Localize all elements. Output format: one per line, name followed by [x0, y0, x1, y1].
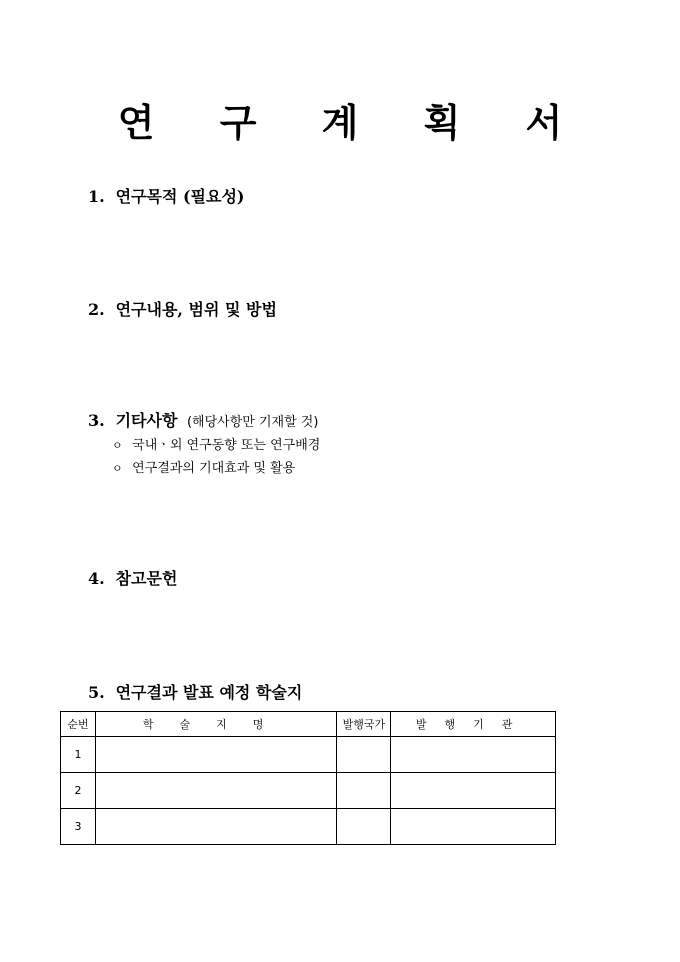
section-number: 4. [88, 569, 105, 588]
row-number: 2 [61, 773, 96, 809]
bullet-text: 국내ㆍ외 연구동향 또는 연구배경 [132, 438, 321, 453]
country-cell[interactable] [337, 809, 391, 845]
header-journal-name: 학술지명 [95, 712, 336, 737]
section-number: 3. [88, 411, 105, 430]
country-cell[interactable] [337, 773, 391, 809]
section-note: (해당사항만 기재할 것) [186, 415, 319, 430]
section-purpose [88, 186, 244, 208]
publication-table [60, 711, 556, 845]
table-row [61, 809, 556, 845]
section-publication-plan [88, 682, 302, 704]
section-label: 참고문헌 [115, 569, 178, 588]
section-references [88, 568, 177, 590]
circle-bullet-icon: ㅇ [112, 462, 123, 475]
section-other [88, 410, 318, 434]
bullet-text: 연구결과의 기대효과 및 활용 [132, 461, 296, 476]
table-header-row [61, 712, 556, 737]
journal-cell[interactable] [95, 737, 336, 773]
document-title: 연 구 계 획 서 [117, 100, 589, 145]
row-number: 3 [61, 809, 96, 845]
row-number: 1 [61, 737, 96, 773]
publisher-cell[interactable] [391, 737, 556, 773]
journal-cell[interactable] [95, 773, 336, 809]
table-row [61, 773, 556, 809]
header-seq: 순번 [61, 712, 96, 737]
bullet-item-trend [112, 437, 320, 455]
section-number: 1. [88, 187, 105, 206]
section-number: 2. [88, 300, 105, 319]
section-label: 기타사항 [115, 411, 178, 430]
section-label: 연구결과 발표 예정 학술지 [115, 683, 303, 702]
header-publisher: 발행기관 [391, 712, 556, 737]
publisher-cell[interactable] [391, 809, 556, 845]
section-number: 5. [88, 683, 105, 702]
publisher-cell[interactable] [391, 773, 556, 809]
bullet-item-effect [112, 460, 295, 478]
circle-bullet-icon: ㅇ [112, 439, 123, 452]
table-row [61, 737, 556, 773]
section-label: 연구내용, 범위 및 방법 [115, 300, 277, 319]
journal-cell[interactable] [95, 809, 336, 845]
country-cell[interactable] [337, 737, 391, 773]
header-country: 발행국가 [337, 712, 391, 737]
section-content-scope-method [88, 299, 277, 321]
section-label: 연구목적 (필요성) [115, 187, 245, 206]
